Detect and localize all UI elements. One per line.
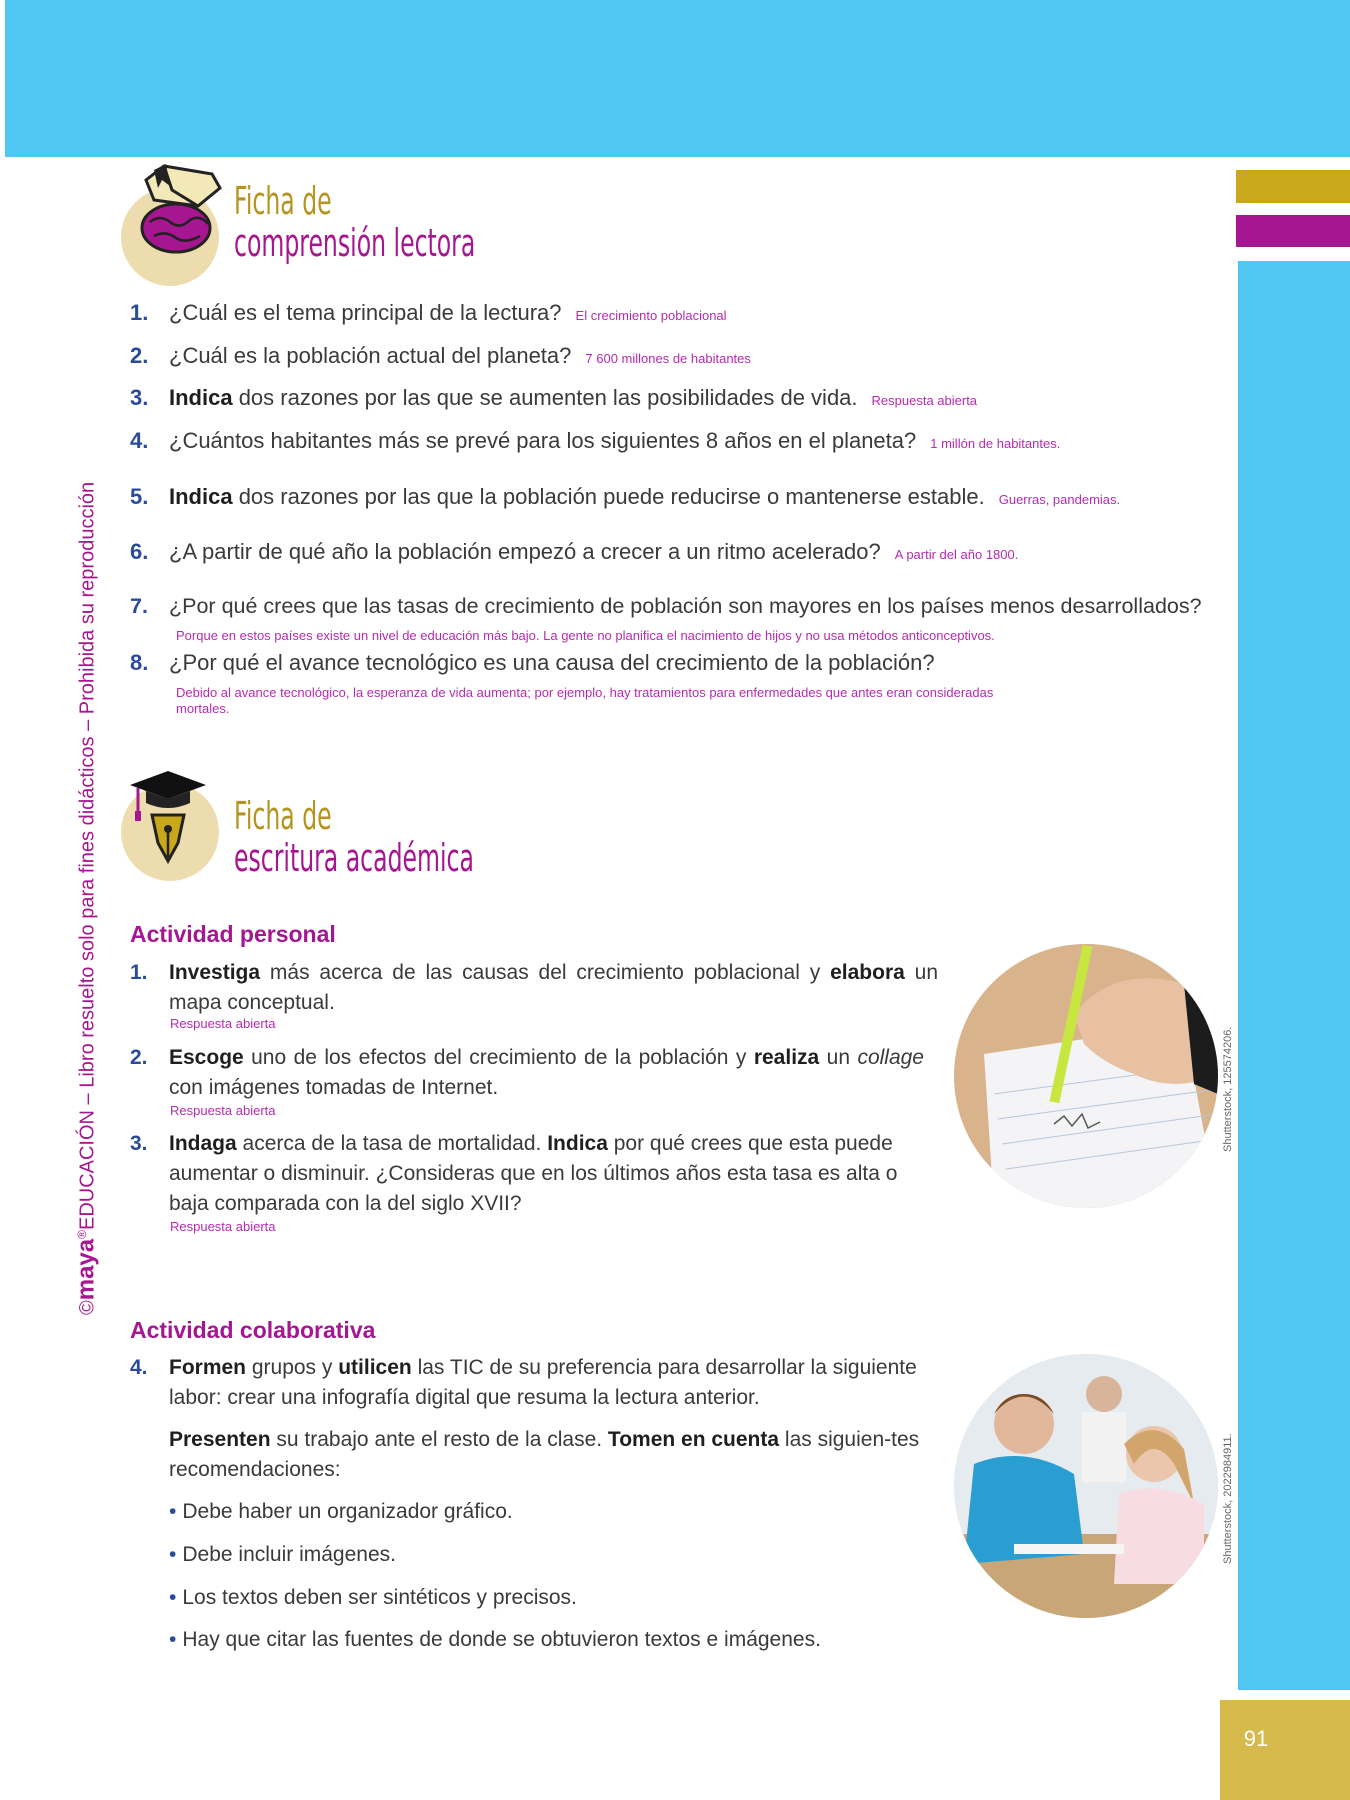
writing-hand-photo <box>954 944 1218 1208</box>
bullet-item <box>169 1543 396 1567</box>
answer-text: El crecimiento poblacional <box>575 308 727 323</box>
magenta-tab <box>1236 215 1350 247</box>
question-verb: Indica <box>169 385 233 410</box>
item-text: por qué crees que esta puede aumentar o disminuir. ¿Consideras que en los últimos años esta tasa es alta o baja comparada con la del siglo XVII? <box>169 1132 898 1215</box>
item-verb: elabora <box>830 961 905 984</box>
bullet-dot: • <box>169 1586 177 1609</box>
bullet-item <box>169 1500 513 1524</box>
collab-item-4 <box>130 1353 940 1413</box>
item-text: acerca de la tasa de mortalidad. <box>236 1132 548 1155</box>
bullet-item <box>169 1586 577 1610</box>
item-verb: Presenten <box>169 1428 271 1451</box>
students-illustration <box>954 1354 1218 1618</box>
bullet-text: Debe incluir imágenes. <box>182 1543 396 1566</box>
bullet-item <box>169 1628 821 1652</box>
bullet-dot: • <box>169 1500 177 1523</box>
item-italic: collage <box>857 1046 924 1069</box>
answer-text: Respuesta abierta <box>871 393 978 408</box>
personal-item-2 <box>130 1043 924 1103</box>
item-text: grupos y <box>246 1356 339 1379</box>
copyright-side-text <box>66 455 98 1315</box>
question-number: 1. <box>130 300 149 325</box>
item-number: 4. <box>130 1356 148 1379</box>
question-2 <box>130 343 751 369</box>
question-7 <box>130 594 1202 619</box>
question-number: 6. <box>130 539 149 564</box>
section2-title <box>234 795 634 879</box>
gold-tab <box>1236 170 1350 203</box>
collab-activity-title: Actividad colaborativa <box>130 1317 376 1343</box>
question-8 <box>130 650 935 676</box>
copyright-notice: EDUCACIÓN – Libro resuelto solo para fines didácticos – Prohibida su reproducción <box>76 481 99 1231</box>
photo2-credit: Shutterstock, 2022984911. <box>1222 1433 1234 1564</box>
personal-answer-1: Respuesta abierta <box>170 1016 276 1031</box>
personal-item-1 <box>130 958 938 1018</box>
photo1-credit: Shutterstock, 125574206. <box>1222 1026 1234 1152</box>
item-text: un <box>819 1046 858 1069</box>
item-verb: realiza <box>753 1046 820 1069</box>
brain-book-icon <box>124 160 234 280</box>
copyright-symbol: © <box>76 1300 99 1315</box>
personal-activity-title: Actividad personal <box>130 921 336 947</box>
item-text: las siguien-tes recomendaciones: <box>169 1428 920 1481</box>
answer-8-line2: mortales. <box>176 701 230 716</box>
students-photo <box>954 1354 1218 1618</box>
section1-title <box>234 180 634 264</box>
question-text: dos razones por las que la población puede reducirse o mantenerse estable. <box>232 484 985 509</box>
writing-hand-illustration <box>954 944 1218 1208</box>
answer-text: 7 600 millones de habitantes <box>585 351 751 366</box>
item-text: las TIC de su preferencia para desarrollar la siguiente labor: crear una infografía digital que resuma la lectura anterior. <box>169 1356 917 1409</box>
item-verb: Escoge <box>169 1046 244 1069</box>
item-verb: Tomen en cuenta <box>607 1428 780 1451</box>
item-text: un mapa conceptual. <box>169 961 938 1014</box>
question-number: 3. <box>130 385 149 410</box>
right-color-band <box>1238 261 1350 1690</box>
question-number: 2. <box>130 343 149 368</box>
question-number: 8. <box>130 650 149 675</box>
question-text: ¿Por qué crees que las tasas de crecimiento de población son mayores en los países menos desarrollados? <box>169 594 1202 618</box>
question-text: ¿A partir de qué año la población empezó a crecer a un ritmo acelerado? <box>169 539 881 564</box>
answer-8-line1: Debido al avance tecnológico, la esperanza de vida aumenta; por ejemplo, hay tratamientos para enfermedades que antes eran consideradas <box>176 685 994 700</box>
graduation-pen-icon <box>126 765 216 875</box>
question-number: 5. <box>130 484 149 509</box>
question-text: ¿Cuál es la población actual del planeta? <box>169 343 572 368</box>
answer-7-text: Porque en estos países existe un nivel de educación más bajo. La gente no planifica el nacimiento de hijos y no usa métodos anticonceptivos. <box>176 628 995 643</box>
question-verb: Indica <box>169 484 233 509</box>
answer-text: A partir del año 1800. <box>894 547 1019 562</box>
item-text: su trabajo ante el resto de la clase. <box>270 1428 608 1451</box>
collab-item-4-part2 <box>130 1425 940 1485</box>
item-verb: Indica <box>547 1132 608 1155</box>
bullet-text: Los textos deben ser sintéticos y precisos. <box>182 1586 577 1609</box>
item-verb: Investiga <box>169 961 261 984</box>
section2-title-line1: Ficha de <box>234 794 332 838</box>
item-number: 3. <box>130 1132 148 1155</box>
bullet-text: Debe haber un organizador gráfico. <box>182 1500 513 1523</box>
question-4 <box>130 428 1060 454</box>
question-text: ¿Cuántos habitantes más se prevé para los siguientes 8 años en el planeta? <box>169 428 917 453</box>
item-text: uno de los efectos del crecimiento de la población y <box>243 1046 754 1069</box>
item-text: más acerca de las causas del crecimiento poblacional y <box>260 961 831 984</box>
item-number: 2. <box>130 1046 148 1069</box>
personal-answer-3: Respuesta abierta <box>170 1219 276 1234</box>
bullet-dot: • <box>169 1628 177 1651</box>
section1-title-line1: Ficha de <box>234 179 332 223</box>
personal-item-3 <box>130 1129 940 1219</box>
question-number: 7. <box>130 594 148 618</box>
section2-title-line2: escritura académica <box>234 836 474 880</box>
page-number-box <box>1220 1700 1350 1800</box>
brand-logo: maya <box>72 1238 100 1301</box>
answer-text: 1 millón de habitantes. <box>930 436 1061 451</box>
bullet-text: Hay que citar las fuentes de donde se obtuvieron textos e imágenes. <box>182 1628 821 1651</box>
item-text: con imágenes tomadas de Internet. <box>169 1076 499 1099</box>
question-text: ¿Por qué el avance tecnológico es una causa del crecimiento de la población? <box>169 650 935 675</box>
question-1 <box>130 300 727 326</box>
section1-title-line2: comprensión lectora <box>234 221 476 265</box>
question-text: dos razones por las que se aumenten las posibilidades de vida. <box>232 385 858 410</box>
answer-text: Guerras, pandemias. <box>998 492 1121 507</box>
question-number: 4. <box>130 428 149 453</box>
item-verb: Indaga <box>169 1132 237 1155</box>
personal-answer-2: Respuesta abierta <box>170 1103 276 1118</box>
question-text: ¿Cuál es el tema principal de la lectura? <box>169 300 562 325</box>
item-verb: utilicen <box>338 1356 412 1379</box>
item-number: 1. <box>130 961 148 984</box>
item-verb: Formen <box>169 1356 247 1379</box>
top-band-edge <box>0 0 5 157</box>
question-3 <box>130 385 977 411</box>
bullet-dot: • <box>169 1543 177 1566</box>
question-6 <box>130 539 1018 565</box>
top-color-band <box>5 0 1350 157</box>
page-number: 91 <box>1243 1726 1269 1751</box>
question-5 <box>130 484 1120 510</box>
registered-symbol: ® <box>75 1230 89 1239</box>
